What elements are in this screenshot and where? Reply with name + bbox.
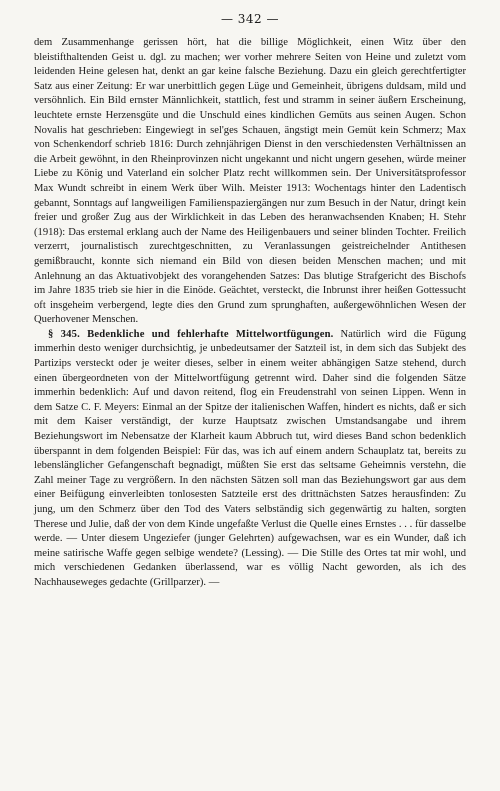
paragraph-2-text: Natürlich wird die Fügung immerhin desto weniger durchsichtig, je unbedeutsamer der Satzteil ist, in dem sich das Subjekt des Partizips versteckt oder je weiter dieses, selber in einem weiter abhängigen Satze stehend, durch einen übergeordneten von der Mittelwortfügung getrennt wird. Daher sind die folgenden Sätze immerhin bedenklich: Auf und davon reitend, flog ein Freudenstrahl von seinen Lippen. Wenn in dem Satze C. F. Meyers: Einmal an der Spitze der italienischen Waffen, hindert es nichts, daß er sich mit dem Kaiser verständigt, der kurze Hauptsatz zwischen Umstandsangabe und ihrem Beziehungswort im Nebensatze der Klarheit kaum Abbruch tut, wird dieses Band schon bedenklich überspannt in dem folgenden Beispiel: Für das, was ich auf einem andern Schauplatz tat, bereits zu lebenslänglicher Gefangenschaft begnadigt, müßten Sie erst das seltsame Geheimnis verstehn, die Zahl meiner Tage zu vergrößern. In den nächsten Sätzen soll man das Beziehungswort gar aus dem einer Beifügung einverleibten tonlosesten Satzteile erst des drittnächsten Satzes herausfinden: Zu jung, um den Schmerz über den Tod des Vaters selbständig sich gegenwärtig zu halten, sorgten Therese und Julie, daß der von dem Kinde ungefaßte Verlust die Quelle eines Ernstes . . . für dasselbe werde. — Unter diesem Ungeziefer (junger Gelehrten) aufgewachsen, war es ein Wunder, daß ich meine satirische Waffe gegen selbige wendete? (Lessing). — Die Stille des Ortes tat mir wohl, und mich verschiedenen Gedanken überlassend, war es völlig Nacht geworden, als ich des Nachhauseweges gedachte (Grillparzer). — [34, 328, 467, 588]
page-number: — 342 — [220, 12, 280, 26]
paragraph-1: dem Zusammenhange gerissen hört, hat die billige Möglichkeit, einen Witz über den bleistifthaltenden Geist u. dgl. zu machen; wer vorher mehrere Seiten von Heine und zuletzt vom leidenden Heine gelesen hat, denkt an gar keine falsche Beziehung. Dazu ein gleich gerechtfertigter Satz aus einer Zeitung: Er war unerbittlich gegen Lüge und Gemeinheit, übrigens duldsam, mild und versöhnlich. Ein Bild ernster Männlichkeit, stattlich, fest und stramm in seiner äußern Erscheinung, leuchtete ernste Herzensgüte und die Unschuld eines kindlichen Gemüts aus seinen Augen. Schon Novalis hat geschrieben: Eingewiegt in sel'ges Schauen, ängstigt mein Gemüt kein Schmerz; Max von Schenkendorf schrieb 1816: Durch zehnjährigen Dienst in den verschiedensten Verhältnissen an die Arbeit gewöhnt, in den Rheinprovinzen nicht ungekannt und nicht ungern gesehen, würde meiner Liebe zu König und Vaterland ein solcher Platz recht willkommen sein. Der Universitätsprofessor Max Wundt schreibt in einem Werk über Wilh. Meister 1913: Wochentags hinter den Ladentisch gebannt, Sonntags auf langweiligen Familienspaziergängen nur zum Besuch in der Natur, dringt kein freier und großer Zug aus der Wirklichkeit in das Leben des heranwachsenden Knaben; H. Stehr (1918): Das erstemal erklang auch der Name des Heiligenbauers und seiner blinden Tochter. Freilich verzerrt, journalistisch zurechtgeschnitten, zu Veranlassungen geistreichelnder Antithesen gemißbraucht, konnte sich niemand ein Bild von diesen beiden Menschen machen; und mit Anlehnung an das Aktuativobjekt des vorangehenden Satzes: Das blutige Strafgericht des Bischofs im Jahre 1835 trieb sie hier in die Einöde. Geächtet, versteckt, die Inbrunst ihrer heißen Gottessucht oft insgeheim verbergend, legte dies den Grund zum sprunghaften, außergewöhnlichen Wesen der Querhovener Menschen. [34, 37, 466, 326]
paragraph-2 [34, 328, 466, 591]
body-text [34, 36, 466, 591]
section-heading: § 345. Bedenkliche und fehlerhafte Mittelwortfügungen. [48, 328, 334, 340]
